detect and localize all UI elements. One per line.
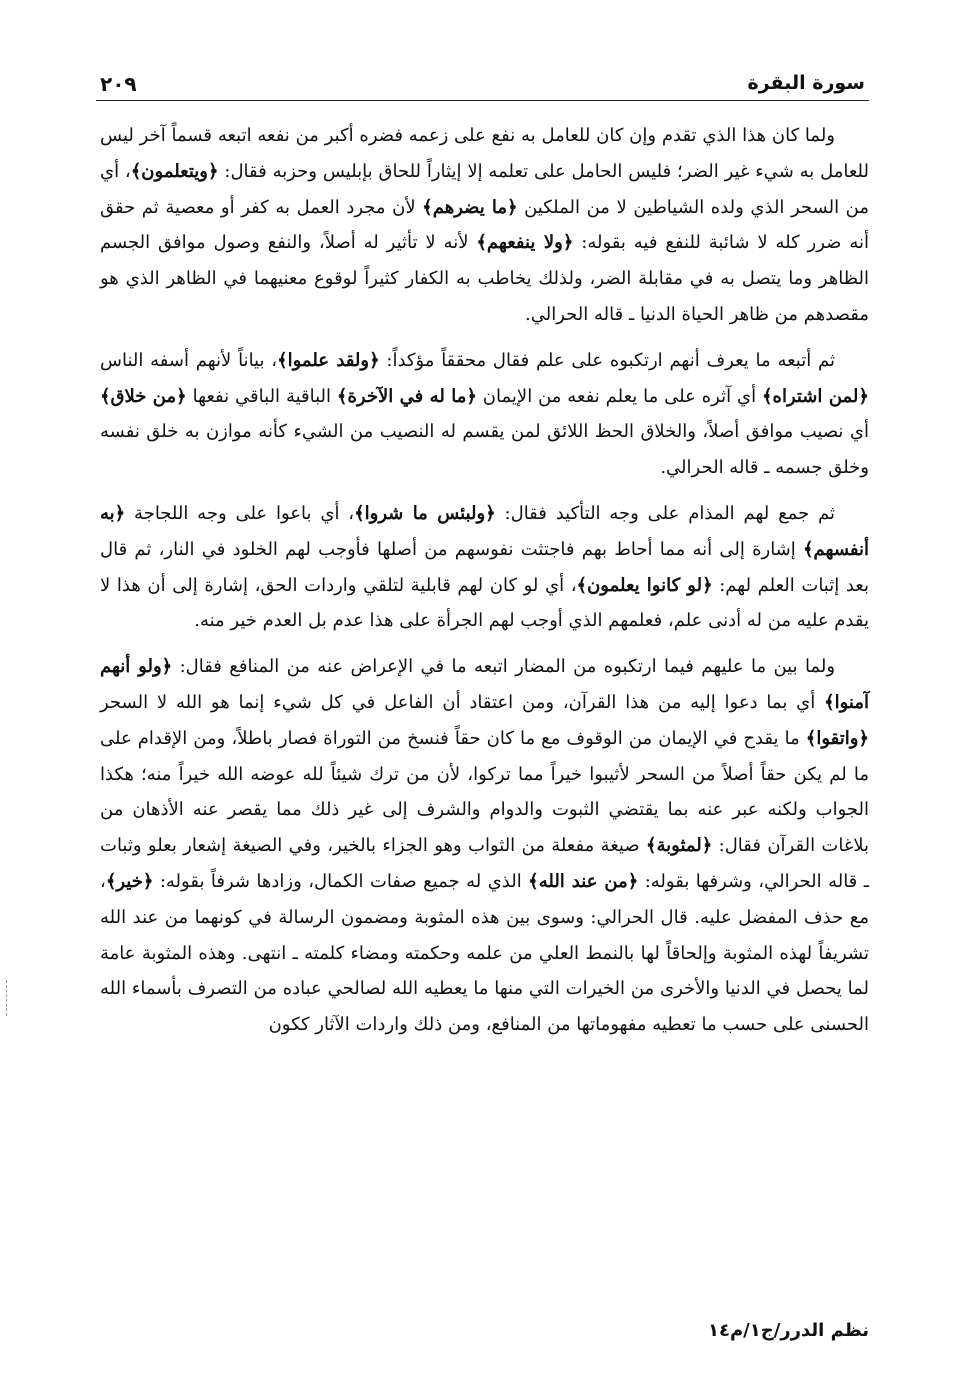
body-text <box>100 118 869 1043</box>
quran-quote: ﴿لو كانوا يعلمون﴾ <box>576 574 713 596</box>
commentary-text: ما يقدح في الإيمان من الوقوف مع ما كان حقاً فنسخ من التوراة فصار باطلاً، ومن الإقدام على ما لم يكن حقاً أصلاً من السحر لأثيبوا خيراً مما تركوا، لأن من ترك شيئاً لله عوضه الله خيراً منه؛ هكذا الجواب ولكنه عبر عنه بما يقتضي الثبوت والدوام والشرف إلى غير ذلك مما يقصر عنه الأذهان من بلاغات القرآن فقال: <box>100 727 869 857</box>
commentary-text: لأن مجرد العمل به كفر أو معصية ثم حقق أنه ضرر كله لا شائبة للنفع فيه بقوله: <box>100 196 870 254</box>
paragraph <box>100 496 869 639</box>
commentary-text: إشارة إلى أنه مما أحاط بهم فاجتثت نفوسهم من أصلها فأوجب لهم الخلود في النار، ثم قال بعد إثبات العلم لهم: <box>100 538 869 596</box>
commentary-text: لأنه لا تأثير له أصلاً، والنفع وصول موافق الجسم الظاهر وما يتصل به في مقابلة الضر، ولذلك يخاطب به الكفار كثيراً لوقوع معنيهما في الظاهر الذي هو مقصدهم من ظاهر الحياة الدنيا ـ قاله الحرالي. <box>100 232 869 325</box>
surah-title: سورة البقرة <box>747 72 865 94</box>
quran-quote: ﴿ولو أنهم آمنوا﴾ <box>100 656 869 713</box>
commentary-text: ، بياناً لأنهم أسفه الناس <box>100 349 278 371</box>
commentary-text: أي بما دعوا إليه من هذا القرآن، ومن اعتقاد أن الفاعل في كل شيء إنما هو الله لا السحر <box>100 691 825 713</box>
commentary-text: ثم أتبعه ما يعرف أنهم ارتكبوه على علم فقال محققاً مؤكداً: <box>379 349 835 371</box>
quran-quote: ﴿ولقد علموا﴾ <box>277 349 380 371</box>
paragraph <box>100 118 869 333</box>
commentary-text: ولما كان هذا الذي تقدم وإن كان للعامل به نفع على زعمه فضره أكبر من نفعه اتبعه قسماً آخر ليس للعامل به شيء غير الضر؛ فليس الحامل على تعلمه إلا إيثاراً للحاق بإبليس وحزبه فقال: <box>100 125 869 182</box>
commentary-text: ، مع حذف المفضل عليه. قال الحرالي: وسوى بين هذه المثوبة ومضمون الرسالة في كونهما من عند الله تشريفاً لهذه المثوبة وإلحاقاً لها بالنمط العلي من علمه وحكمته ومضاء كلمته ـ انتهى. وهذه المثوبة عامة لما يحصل في الدنيا والأخرى من الخيرات التي منها ما يعطيه الله لصالحي عباده من التصرف بأسماء الله الحسنى على حسب ما تعطيه مفهوماتها من المنافع، ومن ذلك واردات الآثار ككون <box>100 870 869 1036</box>
quran-quote: ﴿من عند الله﴾ <box>528 870 639 892</box>
commentary-text: ، أي باعوا على وجه اللجاجة <box>125 502 355 524</box>
quran-quote: ﴿ولا ينفعهم﴾ <box>476 232 574 254</box>
quran-quote: ﴿ما يضرهم﴾ <box>422 196 518 218</box>
quran-quote: ﴿به أنفسهم﴾ <box>100 502 869 560</box>
page-number: ٢٠٩ <box>100 72 137 96</box>
quran-quote: ﴿لمن اشتراه﴾ <box>761 385 869 407</box>
margin-mark <box>6 980 8 1016</box>
commentary-text: ولما بين ما عليهم فيما ارتكبوه من المضار اتبعه ما في الإعراض عنه من المنافع فقال: <box>172 656 836 678</box>
quran-quote: ﴿خير﴾ <box>105 870 154 892</box>
commentary-text: الباقية الباقي نفعها <box>186 385 337 407</box>
commentary-text: الذي له جميع صفات الكمال، وزادها شرفاً بقوله: <box>153 870 529 892</box>
quran-quote: ﴿واتقوا﴾ <box>805 727 869 749</box>
paragraph <box>100 343 869 486</box>
commentary-text: أي نصيب موافق أصلاً، والخلاق الحظ اللائق لمن يقسم له النصيب من الشيء كأنه موازن به خلق نفسه وخلق جسمه ـ قاله الحرالي. <box>100 421 869 479</box>
quran-quote: ﴿ولبئس ما شروا﴾ <box>354 502 496 524</box>
footer-signature: نظم الدرر/ج١/م١٤ <box>707 1320 869 1341</box>
commentary-text: ، أي من السحر الذي ولده الشياطين لا من الملكين <box>100 160 869 218</box>
commentary-text: ثم جمع لهم المذام على وجه التأكيد فقال: <box>495 502 836 524</box>
paragraph <box>100 649 869 1043</box>
quran-quote: ﴿ما له في الآخرة﴾ <box>336 385 477 407</box>
quran-quote: ﴿لمثوبة﴾ <box>645 835 713 857</box>
quran-quote: ﴿من خلاق﴾ <box>100 385 187 407</box>
page-header <box>96 70 869 101</box>
commentary-text: ، أي لو كان لهم قابلية لتلقي واردات الحق، إشارة إلى أن هذا لا يقدم عليه من له أدنى علم، فعلمهم الذي أوجب لهم الجرأة على هذا عدم بل العدم خير منه. <box>100 574 869 632</box>
quran-quote: ﴿ويتعلمون﴾ <box>130 160 219 182</box>
commentary-text: صيغة مفعلة من الثواب وهو الجزاء بالخير، وفي الصيغة إشعار بعلو وثبات ـ قاله الحرالي، وشرفها بقوله: <box>100 835 869 892</box>
commentary-text: أي آثره على ما يعلم نفعه من الإيمان <box>476 385 762 407</box>
